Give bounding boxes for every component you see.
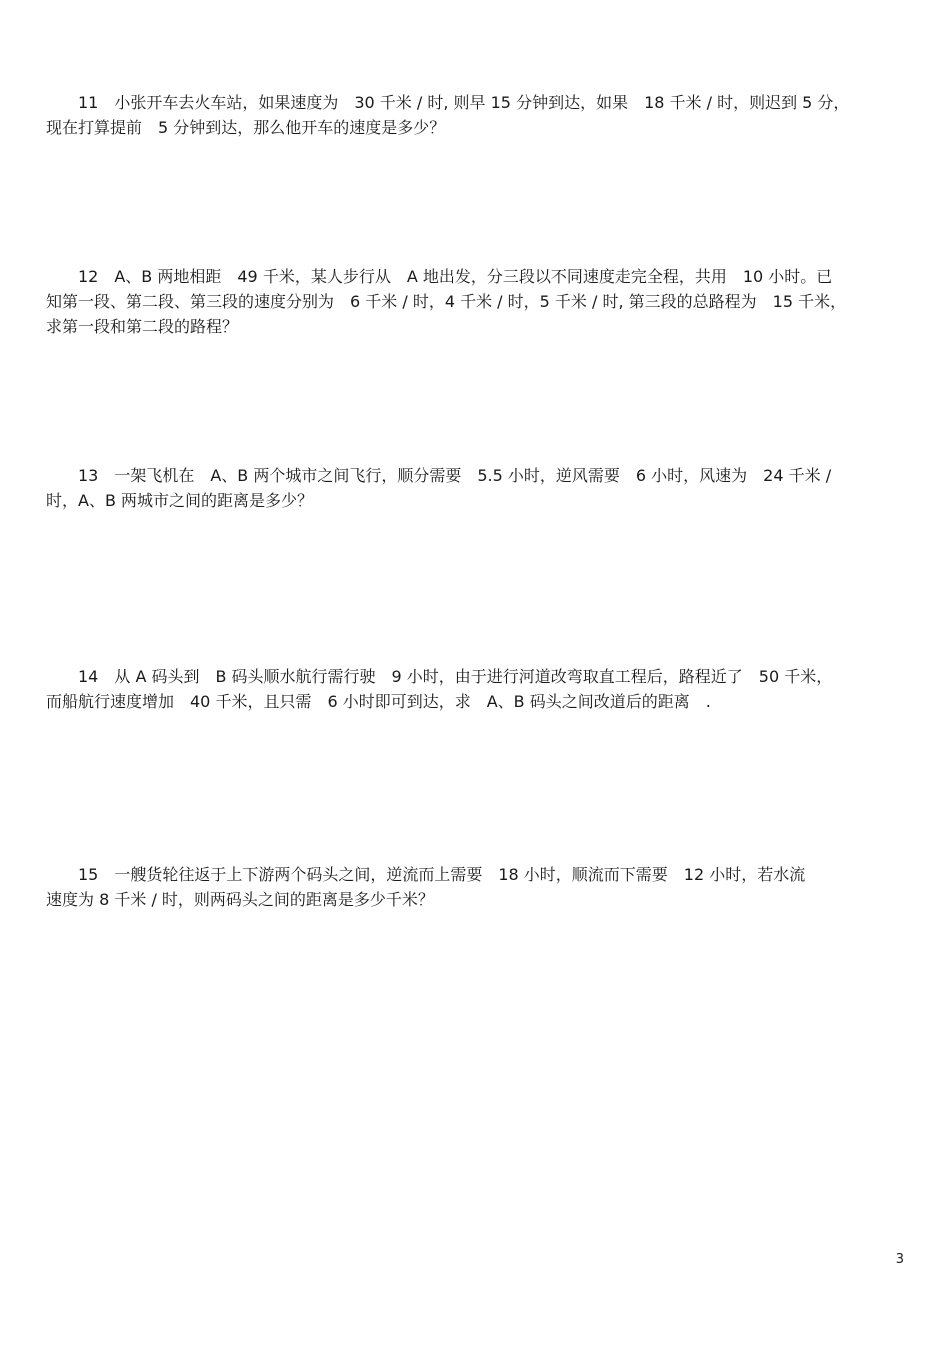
problem-line: 而船航行速度增加 40 千米，且只需 6 小时即可到达，求 A、B 码头之间改道后的距离 . (46, 692, 711, 711)
problem-line: 求第一段和第二段的路程？ (46, 317, 239, 336)
problem-11 (46, 90, 902, 140)
problem-line: 13 一架飞机在 A、B 两个城市之间飞行，顺分需要 5.5 小时，逆风需要 6 小时，风速为 24 千米 / (78, 466, 832, 485)
problem-14 (46, 664, 902, 714)
problem-line: 速度为 8 千米 / 时，则两码头之间的距离是多少千米？ (46, 890, 434, 909)
problem-line: 11 小张开车去火车站，如果速度为 30 千米 / 时, 则早 15 分钟到达，如果 18 千米 / 时，则迟到 5 分， (78, 93, 850, 112)
problem-line: 12 A、B 两地相距 49 千米，某人步行从 A 地出发，分三段以不同速度走完全程，共用 10 小时。已 (78, 267, 833, 286)
problem-13 (46, 463, 902, 513)
problem-line: 15 一艘货轮往返于上下游两个码头之间，逆流而上需要 18 小时，顺流而下需要 12 小时，若水流 (78, 865, 806, 884)
problem-line: 现在打算提前 5 分钟到达，那么他开车的速度是多少？ (46, 118, 446, 137)
problem-line: 知第一段、第二段、第三段的速度分别为 6 千米 / 时，4 千米 / 时，5 千米 / 时, 第三段的总路程为 15 千米， (46, 292, 847, 311)
problem-line: 14 从 A 码头到 B 码头顺水航行需行驶 9 小时，由于进行河道改弯取直工程后，路程近了 50 千米， (78, 667, 833, 686)
problem-12 (46, 264, 902, 339)
problem-15 (46, 862, 902, 912)
page-number: 3 (895, 1252, 904, 1267)
problem-line: 时，A、B 两城市之间的距离是多少？ (46, 491, 314, 510)
